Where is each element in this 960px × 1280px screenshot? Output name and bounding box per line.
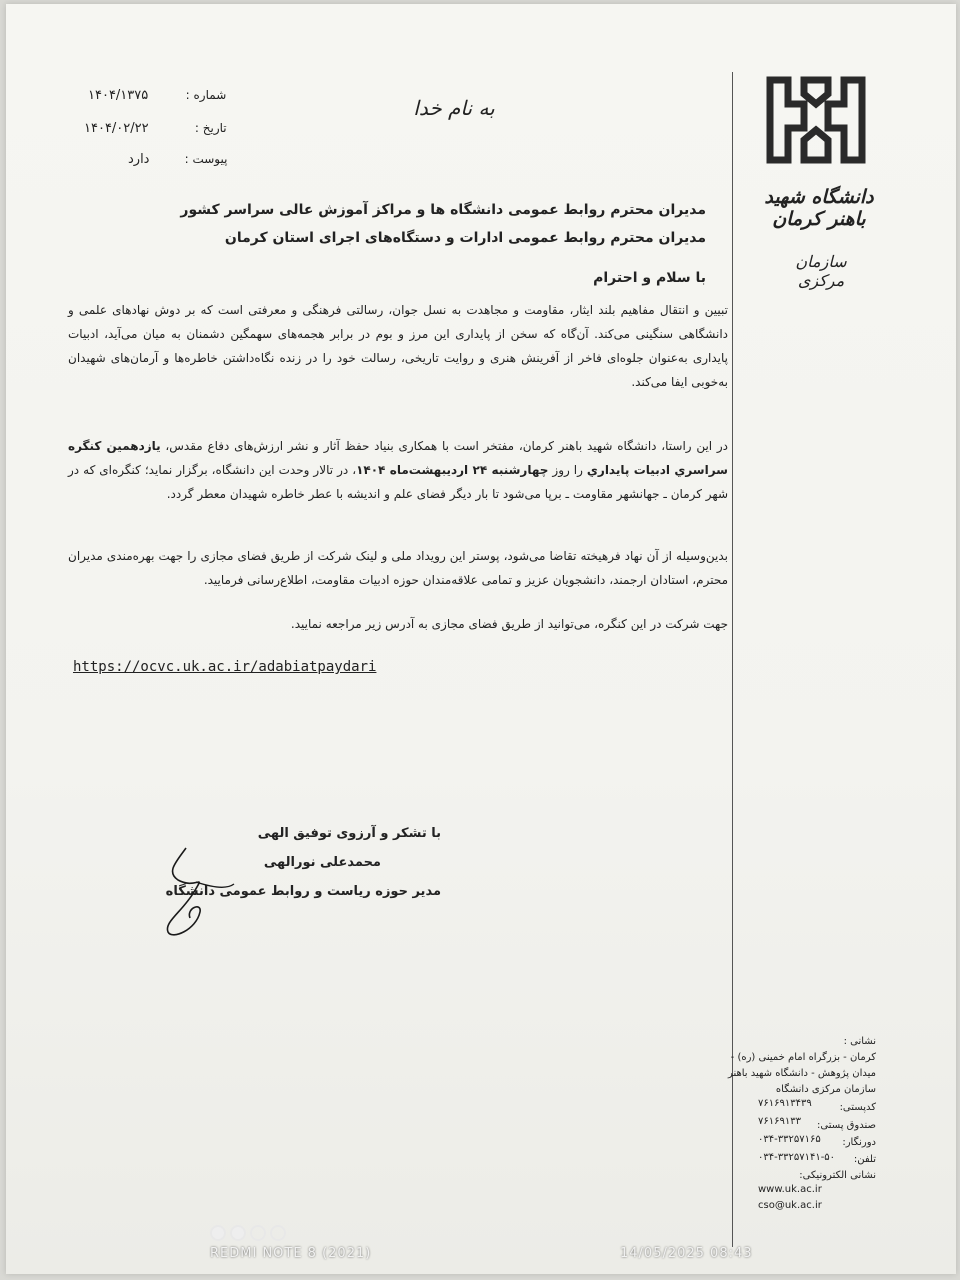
email-label: نشانی الکترونیکی: bbox=[799, 1170, 876, 1181]
phone-value: ۰۳۴-۳۳۲۵۷۱۴۱-۵۰ bbox=[758, 1152, 836, 1163]
phone-label: تلفن: bbox=[853, 1154, 876, 1165]
address-line-3: سازمان مرکزی دانشگاه bbox=[775, 1084, 876, 1095]
number-label: شماره : bbox=[185, 88, 227, 102]
page-dot-active bbox=[210, 1225, 226, 1241]
paragraph-participation: جهت شرکت در این کنگره، می‌توانید از طریق فضای مجازی به آدرس زیر مراجعه نمایید. bbox=[290, 617, 728, 631]
device-watermark: REDMI NOTE 8 (2021) bbox=[210, 1246, 372, 1261]
event-text-c: ، در تالار وحدت این دانشگاه، برگزار نماید؛ کنگره‌ای که در شهر کرمان ـ جهانشهر مقاومت ـ برپا می‌شود تا بار دیگر فضای علم و اندیشه با عطر خاطره شهیدان معطر گردد. bbox=[68, 463, 728, 501]
address-line-2: میدان پژوهش - دانشگاه شهید باهنر bbox=[727, 1068, 876, 1079]
email-value[interactable]: cso@uk.ac.ir bbox=[758, 1200, 822, 1211]
po-box-value: ۷۶۱۶۹۱۳۳ bbox=[758, 1116, 801, 1127]
paragraph-event bbox=[68, 434, 728, 506]
registration-link[interactable]: https://ocvc.uk.ac.ir/adabiatpaydari bbox=[73, 659, 377, 675]
timestamp-watermark: 14/05/2025 08:43 bbox=[620, 1246, 753, 1261]
letter-paper bbox=[6, 4, 956, 1274]
letter-date-row bbox=[84, 121, 227, 136]
attachment-label: پیوست : bbox=[184, 152, 228, 166]
event-text-a: در این راستا، دانشگاه شهید باهنر کرمان، مفتخر است با همکاری بنیاد حفظ آثار و نشر ارزش‌های دفاع مقدس، bbox=[160, 439, 728, 453]
page-dot bbox=[270, 1225, 286, 1241]
website-value[interactable]: www.uk.ac.ir bbox=[758, 1184, 822, 1195]
address-label: نشانی : bbox=[843, 1036, 876, 1047]
event-date: چهارشنبه ۲۴ اردیبهشت‌ماه ۱۴۰۴ bbox=[356, 463, 549, 477]
page-dot bbox=[250, 1225, 266, 1241]
recipient-line-1: مدیران محترم روابط عمومی دانشگاه ها و مراکز آموزش عالی سراسر کشور bbox=[180, 202, 706, 218]
event-text-b: را روز bbox=[548, 463, 587, 477]
university-name: دانشگاه شهید باهنر کرمان bbox=[764, 186, 874, 230]
signatory-name: محمدعلی نورالهی bbox=[263, 855, 381, 870]
page-dot bbox=[230, 1225, 246, 1241]
page-indicator bbox=[210, 1225, 286, 1241]
signatory-title: مدیر حوزه ریاست و روابط عمومی دانشگاه bbox=[165, 884, 441, 899]
postal-code-label: کدپستی: bbox=[839, 1102, 876, 1113]
date-label: تاریخ : bbox=[194, 121, 227, 135]
event-congress-name: یازدهمین کنگره سراسري ادبیات پایداري bbox=[68, 439, 728, 477]
paragraph-intro: تبیین و انتقال مفاهیم بلند ایثار، مقاومت و مجاهدت به نسل جوان، رسالتی فرهنگی و معرفتی است که بر دوش نهادهای علمی و دانشگاهی سنگینی می‌کند. آن‌گاه که سخن از پایداری این مرز و بوم در برابر هجمه‌های سهمگین دشمنان به میان می‌آید، ادبیات پایداری به‌عنوان جلوه‌ای فاخر از آفرینش هنری و روایت تاریخی، رسالت خود را در زنده نگاه‌داشتن خاطره‌ها و آرمان‌های شهیدان به‌خوبی ایفا می‌کند. bbox=[68, 303, 728, 389]
date-value: ۱۴۰۴/۰۲/۲۲ bbox=[84, 121, 149, 136]
number-value: ۱۴۰۴/۱۳۷۵ bbox=[88, 88, 149, 103]
bismillah-heading: به نام خدا bbox=[413, 96, 495, 120]
attachment-value: دارد bbox=[128, 152, 150, 167]
letter-number-row bbox=[88, 88, 226, 103]
recipient-line-2: مدیران محترم روابط عمومی ادارات و دستگاه‌های اجرای استان کرمان bbox=[224, 230, 706, 246]
postal-code-value: ۷۶۱۶۹۱۳۴۳۹ bbox=[758, 1098, 812, 1109]
paragraph-request: بدین‌وسیله از آن نهاد فرهیخته تقاضا می‌شود، پوستر این رویداد ملی و لینک شرکت از طریق فضای مجازی را جهت بهره‌مندی مدیران محترم، استادان ارجمند، دانشجویان عزیز و تمامی علاقه‌مندان حوزه ادبیات مقاومت، اطلاع‌رسانی فرمایید. bbox=[68, 549, 728, 587]
closing-phrase: با تشکر و آرزوی توفیق الهی bbox=[257, 826, 441, 841]
greeting: با سلام و احترام bbox=[593, 270, 706, 286]
address-line-1: کرمان - بزرگراه امام خمینی (ره) - bbox=[730, 1052, 876, 1063]
fax-label: دورنگار: bbox=[842, 1137, 876, 1148]
organization-name: سازمان مرکزی bbox=[795, 252, 847, 290]
handwritten-signature bbox=[156, 842, 236, 942]
university-logo bbox=[764, 74, 868, 170]
letter-attachment-row bbox=[128, 152, 227, 167]
fax-value: ۰۳۴-۳۳۲۵۷۱۶۵ bbox=[758, 1134, 821, 1145]
po-box-label: صندوق پستی: bbox=[817, 1120, 876, 1131]
